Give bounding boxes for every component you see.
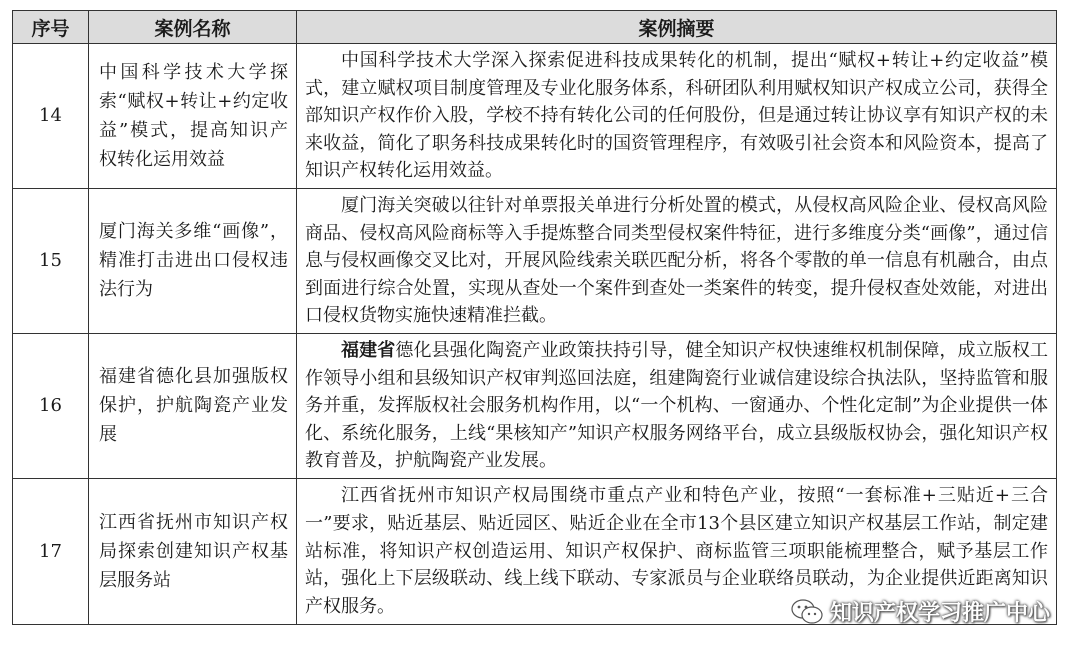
case-number: 14: [13, 44, 89, 189]
case-name: 厦门海关多维“画像”，精准打击进出口侵权违法行为: [89, 188, 297, 333]
case-name: 福建省德化县加强版权保护，护航陶瓷产业发展: [89, 333, 297, 478]
table-row: [13, 44, 1057, 189]
watermark: [790, 596, 1050, 627]
case-abstract: 中国科学技术大学深入探索促进科技成果转化的机制，提出“赋权+转让+约定收益”模式，建立赋权项目制度管理及专业化服务体系，科研团队利用赋权知识产权成立公司，获得全部知识产权作价入股，学校不持有转化公司的任何股份，但是通过转让协议享有知识产权的未来收益，简化了职务科技成果转化时的国资管理程序，有效吸引社会资本和风险资本，提高了知识产权转化运用效益。: [297, 44, 1057, 189]
watermark-text: 知识产权学习推广中心: [829, 601, 1050, 626]
table-header-row: [13, 11, 1057, 44]
case-abstract: [297, 333, 1057, 478]
wechat-icon: [790, 598, 824, 626]
case-name: 中国科学技术大学探索“赋权+转让+约定收益”模式，提高知识产权转化运用效益: [89, 44, 297, 189]
case-name: 江西省抚州市知识产权局探索创建知识产权基层服务站: [89, 478, 297, 624]
header-no: 序号: [13, 11, 89, 44]
table-row: [13, 333, 1057, 478]
case-number: 16: [13, 333, 89, 478]
case-abstract: 江西省抚州市知识产权局围绕市重点产业和特色产业，按照“一套标准+三贴近+三合一”要求，贴近基层、贴近园区、贴近企业在全市13个县区建立知识产权基层工作站，制定建站标准，将知识产权创造运用、知识产权保护、商标监管三项职能梳理整合，赋予基层工作站，强化上下层级联动、线上线下联动、专家派员与企业联络员联动，为企业提供近距离知识产权服务。: [297, 478, 1057, 624]
case-number: 17: [13, 478, 89, 624]
case-number: 15: [13, 188, 89, 333]
case-abstract: 厦门海关突破以往针对单票报关单进行分析处置的模式，从侵权高风险企业、侵权高风险商品、侵权高风险商标等入手提炼整合同类型侵权案件特征，进行多维度分类“画像”，通过信息与侵权画像交叉比对，开展风险线索关联匹配分析，将各个零散的单一信息有机融合，由点到面进行综合处置，实现从查处一个案件到查处一类案件的转变，提升侵权查处效能，对进出口侵权货物实施快速精准拦截。: [297, 188, 1057, 333]
case-abstract-lead: 福建省: [341, 339, 396, 361]
case-abstract-body: 德化县强化陶瓷产业政策扶持引导，健全知识产权快速维权机制保障，成立版权工作领导小组和县级知识产权审判巡回法庭，组建陶瓷行业诚信建设综合执法队，坚持监管和服务并重，发挥版权社会服务机构作用，以“一个机构、一窗通办、个性化定制”为企业提供一体化、系统化服务，上线“果核知产”知识产权服务网络平台，成立县级版权协会，强化知识产权教育普及，护航陶瓷产业发展。: [305, 339, 1049, 472]
case-table: [12, 10, 1057, 625]
header-name: 案例名称: [89, 11, 297, 44]
table-row: [13, 188, 1057, 333]
header-abstract: 案例摘要: [297, 11, 1057, 44]
